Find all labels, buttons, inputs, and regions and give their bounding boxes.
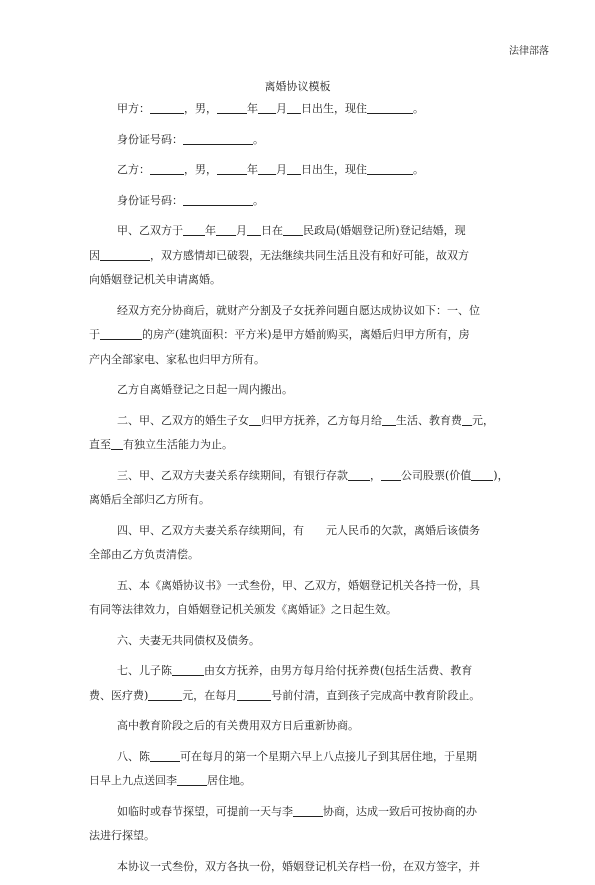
- blank[interactable]: [471, 468, 493, 481]
- blank[interactable]: [100, 327, 142, 340]
- blank[interactable]: [148, 688, 182, 701]
- blank[interactable]: [183, 223, 205, 236]
- blank[interactable]: [287, 162, 301, 175]
- blank[interactable]: [258, 162, 276, 175]
- paragraph-son-custody: 七、儿子陈 由女方抚养，由男方每月给付抚养费(包括生活费、教育 费、医疗费) 元，在每月 号前付清，直到孩子完成高中教育阶段止。: [89, 664, 481, 702]
- blank[interactable]: [367, 162, 413, 175]
- blank[interactable]: [177, 773, 207, 786]
- paragraph-debt: 四、甲、乙双方夫妻关系存续期间，有 元人民币的欠款，离婚后该债务 全部由乙方负责清偿。: [89, 523, 480, 561]
- blank[interactable]: [150, 162, 184, 175]
- blank[interactable]: [348, 468, 370, 481]
- blank[interactable]: [283, 223, 303, 236]
- blank[interactable]: [150, 749, 180, 762]
- paragraph-final: 本协议一式叁份，双方各执一份，婚姻登记机关存档一份，在双方签字，并: [117, 859, 480, 873]
- blank[interactable]: [172, 663, 204, 676]
- blank[interactable]: [367, 101, 413, 114]
- blank[interactable]: [382, 413, 396, 426]
- blank[interactable]: [111, 437, 123, 450]
- blank[interactable]: [249, 413, 261, 426]
- blank[interactable]: [217, 162, 247, 175]
- paragraph-moveout: 乙方自离婚登记之日起一周内搬出。: [117, 383, 293, 396]
- blank[interactable]: [462, 413, 472, 426]
- paragraph-property: 经双方充分协商后，就财产分割及子女抚养问题自愿达成协议如下：一、位 于 的房产(建筑面积：平方米)是甲方婚前购买，离婚后归甲方所有，房 产内全部家电、家私也归甲方所有。: [89, 303, 480, 366]
- party-a-id-line: 身份证号码： 。: [117, 132, 264, 146]
- blank[interactable]: [293, 804, 323, 817]
- blank[interactable]: [287, 101, 301, 114]
- party-a-line: 甲方： ，男， 年 月 日出生，现住 。: [117, 102, 424, 115]
- blank[interactable]: [237, 688, 271, 701]
- header-source: 法律部落: [509, 46, 549, 57]
- paragraph-child: 二、甲、乙双方的婚生子女 归甲方抚养，乙方每月给 生活、教育费 元， 直至 有独立生活能力为止。: [89, 413, 494, 451]
- paragraph-no-debts: 六、夫妻无共同债权及债务。: [117, 633, 260, 647]
- paragraph-savings: 三、甲、乙双方夫妻关系存续期间，有银行存款 ， 公司股票(价值 )， 离婚后全部归乙方所有。: [89, 468, 509, 506]
- blank[interactable]: [216, 223, 236, 236]
- party-b-id-line: 身份证号码： 。: [117, 193, 264, 207]
- blank[interactable]: [183, 193, 253, 206]
- document-body: [89, 97, 508, 885]
- paragraph-marriage: 甲、乙双方于 年 月 日在 民政局(婚姻登记所)登记结婚，现 因 ，双方感情却已破裂，无法继续共同生活且没有和好可能，故双方 向婚姻登记机关申请离婚。: [89, 224, 469, 286]
- blank[interactable]: [258, 101, 276, 114]
- paragraph-visitation: 八、陈 可在每月的第一个星期六早上八点接儿子到其居住地，于星期 日早上九点送回李 居住地。: [89, 749, 477, 787]
- paragraph-copies: 五、本《离婚协议书》一式叁份，甲、乙双方，婚姻登记机关各持一份，具 有同等法律效力，自婚姻登记机关颁发《离婚证》之日起生效。: [89, 578, 480, 616]
- blank[interactable]: [100, 248, 150, 261]
- blank[interactable]: [217, 101, 247, 114]
- paragraph-holiday: 如临时或春节探望，可提前一天与李 协商，达成一致后可按协商的办 法进行探望。: [89, 804, 477, 842]
- blank[interactable]: [150, 101, 184, 114]
- blank[interactable]: [183, 132, 253, 145]
- paragraph-highschool: 高中教育阶段之后的有关费用双方日后重新协商。: [117, 719, 359, 732]
- blank[interactable]: [247, 223, 261, 236]
- document-title: 离婚协议模板: [264, 80, 331, 93]
- blank[interactable]: [381, 468, 401, 481]
- party-b-line: 乙方： ，男， 年 月 日出生，现住 。: [117, 163, 424, 176]
